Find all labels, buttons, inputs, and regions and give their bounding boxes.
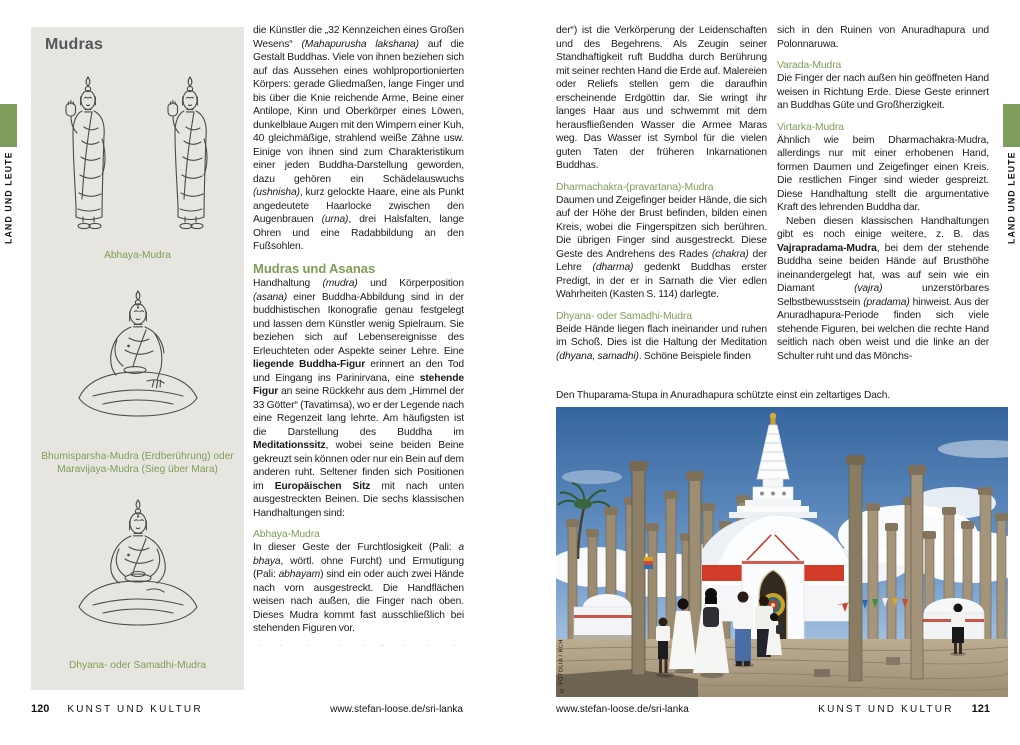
paragraph: Ähnlich wie beim Dharmachakra-Mudra, allerdings nur mit einer erhobenen Hand, formen Daumen und Zeigefinger einen Kreis. Die restlichen Finger sind wieder gespreizt. Diese Handhaltung stellt die argumentative Kraft des lehrenden Buddha dar.: [777, 134, 989, 213]
sub-heading: Virtarka-Mudra: [777, 121, 844, 133]
abhaya-mudra-illustration: [31, 63, 244, 248]
photo-credit: © FOTOLIA / RCH: [558, 639, 565, 693]
right-page-text-column-2: [777, 24, 989, 380]
sub-heading: Dhyana- oder Samadhi-Mudra: [556, 310, 692, 322]
footer-url-left: www.stefan-loose.de/sri-lanka: [330, 704, 463, 715]
two-standing-buddhas-icon: [40, 63, 236, 247]
paragraph: In dieser Geste der Furchtlosigkeit (Pali: a bhaya, wörtl. ohne Furcht) und Ermutigung (Pali: abhayam) sind ein oder auch zwei Hände nach vorn ausgestreckt. Die Handflächen weisen nach außen, die Finger nach oben. Dieses Mudra kommt fast ausschließlich bei stehenden Figuren vor.: [253, 542, 464, 634]
page-number-left: 120: [31, 703, 50, 715]
left-page-text-column: [253, 24, 464, 646]
paragraph: Daumen und Zeigefinger beider Hände, die sich auf der Höhe der Brust befinden, bilden einen Kreis, wobei die Fingerspitzen sich berühren. Die übrigen Finger sind ausgestreckt. Diese Geste des Andrehens des Rades (chakra) der Lehre (dharma) gedenkt Buddhas erster Predigt, in der er in Sarnath die Vier edlen Wahrheiten (Kasten S. 114) darlegte.: [556, 194, 767, 300]
right-page-footer: [556, 703, 990, 715]
paragraph: die Künstler die „32 Kennzeichen eines Großen Wesens“ (Mahapurusha lakshana) auf die Gestalt Buddhas. Viele von ihnen beziehen sich auf das Aussehen eines wohlproportionierten Körpers: gerade Gliedmaßen, lange Finger und bis über die Knie reichende Arme, Beine einer Antilope, Kinn und Oberkörper eines Löwen, dunkelblaue Augen mit den Wimpern einer Kuh, 40 gleichmäßige, strahlend weiße Zähne usw. Einige von ihnen sind zum Charakteristikum einer jeden Buddha-Darstellung geworden, dazu gehören ein Schädelauswuchs (ushnisha), kurz gelockte Haare, eine als Punkt angedeutete Haarlocke zwischen den Augenbrauen (urna), drei Halsfalten, lange Ohren und eine Radabbildung an den Fußsohlen.: [253, 25, 464, 252]
left-page-footer: [31, 703, 463, 715]
thuparama-stupa-photo-graphic: [556, 407, 1008, 697]
left-chapter-tab-marker: [0, 104, 17, 147]
section-heading: Mudras und Asanas: [253, 260, 376, 276]
seated-buddha-earth-touch-icon: [43, 280, 233, 440]
right-chapter-tab-label: LAND UND LEUTE: [1006, 151, 1017, 245]
paragraph: Handhaltung (mudra) und Körperposition (asana) einer Buddha-Abbildung sind in der buddhistischen Ikonografie genau festgelegt und lassen dem Künstler wenig Spielraum. Sie beziehen sich auf Lebensereignisse des Erleuchteten oder Aspekte seiner Lehre. Eine liegende Buddha-Figur erinnert an den Tod und Eingang ins Parinirvana, eine stehende Figur an seine Rückkehr aus dem „Himmel der 33 Götter“ (Tavatimsa), wo er der Legende nach eine Regenzeit lang lehrte. Am häufigsten ist die Darstellung des Buddha im Meditationssitz, wobei seine beiden Beine gekreuzt sein können oder nur ein Bein auf dem anderen ruht. Seltener finden sich Positionen im Europäischen Sitz mit nach unten ausgestreckten Beinen. Die sechs klassischen Handhaltungen sind:: [253, 278, 464, 519]
sub-heading: [253, 644, 464, 647]
footer-url-right: www.stefan-loose.de/sri-lanka: [556, 704, 689, 715]
figure-caption-dhyana: Dhyana- oder Samadhi-Mudra: [68, 660, 207, 671]
bhumisparsha-mudra-illustration: [31, 280, 244, 448]
photo-caption: Den Thuparama-Stupa in Anuradhapura schützte einst ein zeltartiges Dach.: [556, 390, 891, 401]
page-number-right: 121: [971, 703, 990, 715]
right-chapter-tab-marker: [1003, 104, 1020, 147]
right-page-text-column-1: [556, 24, 767, 380]
seated-buddha-meditation-icon: [43, 489, 233, 649]
figure-caption-bhumisparsha: Bhumisparsha-Mudra (Erdberührung) oder Maravijaya-Mudra (Sieg über Mara): [41, 451, 234, 475]
sub-heading: Varada-Mudra: [777, 60, 842, 71]
paragraph: Neben diesen klassischen Handhaltungen gibt es noch einige weitere, z. B. das Vajrapradama-Mudra, bei dem der stehende Buddha seine beiden Hände auf Brusthöhe ineinandergelegt hat, was auf sein wie ein Diamant (vajra) unzerstörbares Selbstbewusstsein (pradama) hinweist. Aus der Anuradhapura-Periode finden sich viele stehende Figuren, bei welchen die rechte Hand seitlich nach oben weist und die linke an der Schulter ruht und das Mönchs-: [777, 215, 989, 362]
section-title-left: KUNST UND KULTUR: [67, 704, 203, 715]
paragraph: sich in den Ruinen von Anuradhapura und Polonnaruwa.: [777, 25, 989, 50]
paragraph: Die Finger der nach außen hin geöffneten Hand weisen in Richtung Erde. Diese Geste erinnert an Buddhas Güte und Großherzigkeit.: [777, 73, 989, 111]
mudras-sidebar-panel: [31, 27, 244, 690]
sidebar-title: Mudras: [45, 36, 104, 53]
sub-heading: Abhaya-Mudra: [253, 529, 320, 540]
paragraph: Beide Hände liegen flach ineinander und ruhen im Schoß. Dies ist die Haltung der Meditation (dhyana, samadhi). Schöne Beispiele finden: [556, 323, 767, 362]
dhyana-mudra-illustration: [31, 489, 244, 657]
stupa-photo: [556, 407, 1008, 697]
paragraph: der“) ist die Verkörperung der Leidenschaften und des Begehrens. Als Zeugin seiner Standhaftigkeit ruft Buddha durch Berührung mit seiner rechten Hand die Erde auf. Malereien oder Reliefs stellen gern die daraufhin erscheinende Erdgöttin dar. Sie wringt ihr langes Haar aus und schwemmt mit dem herausfließenden Wasser die Armee Maras weg. Das Wasser ist Symbol für die vielen guten Taten der früheren Inkarnationen Buddhas.: [556, 25, 767, 171]
figure-caption-abhaya: Abhaya-Mudra: [104, 250, 171, 261]
sub-heading: Dharmachakra-(pravartana)-Mudra: [556, 181, 714, 193]
section-title-right: KUNST UND KULTUR: [818, 704, 954, 715]
left-chapter-tab-label: LAND UND LEUTE: [3, 151, 14, 245]
